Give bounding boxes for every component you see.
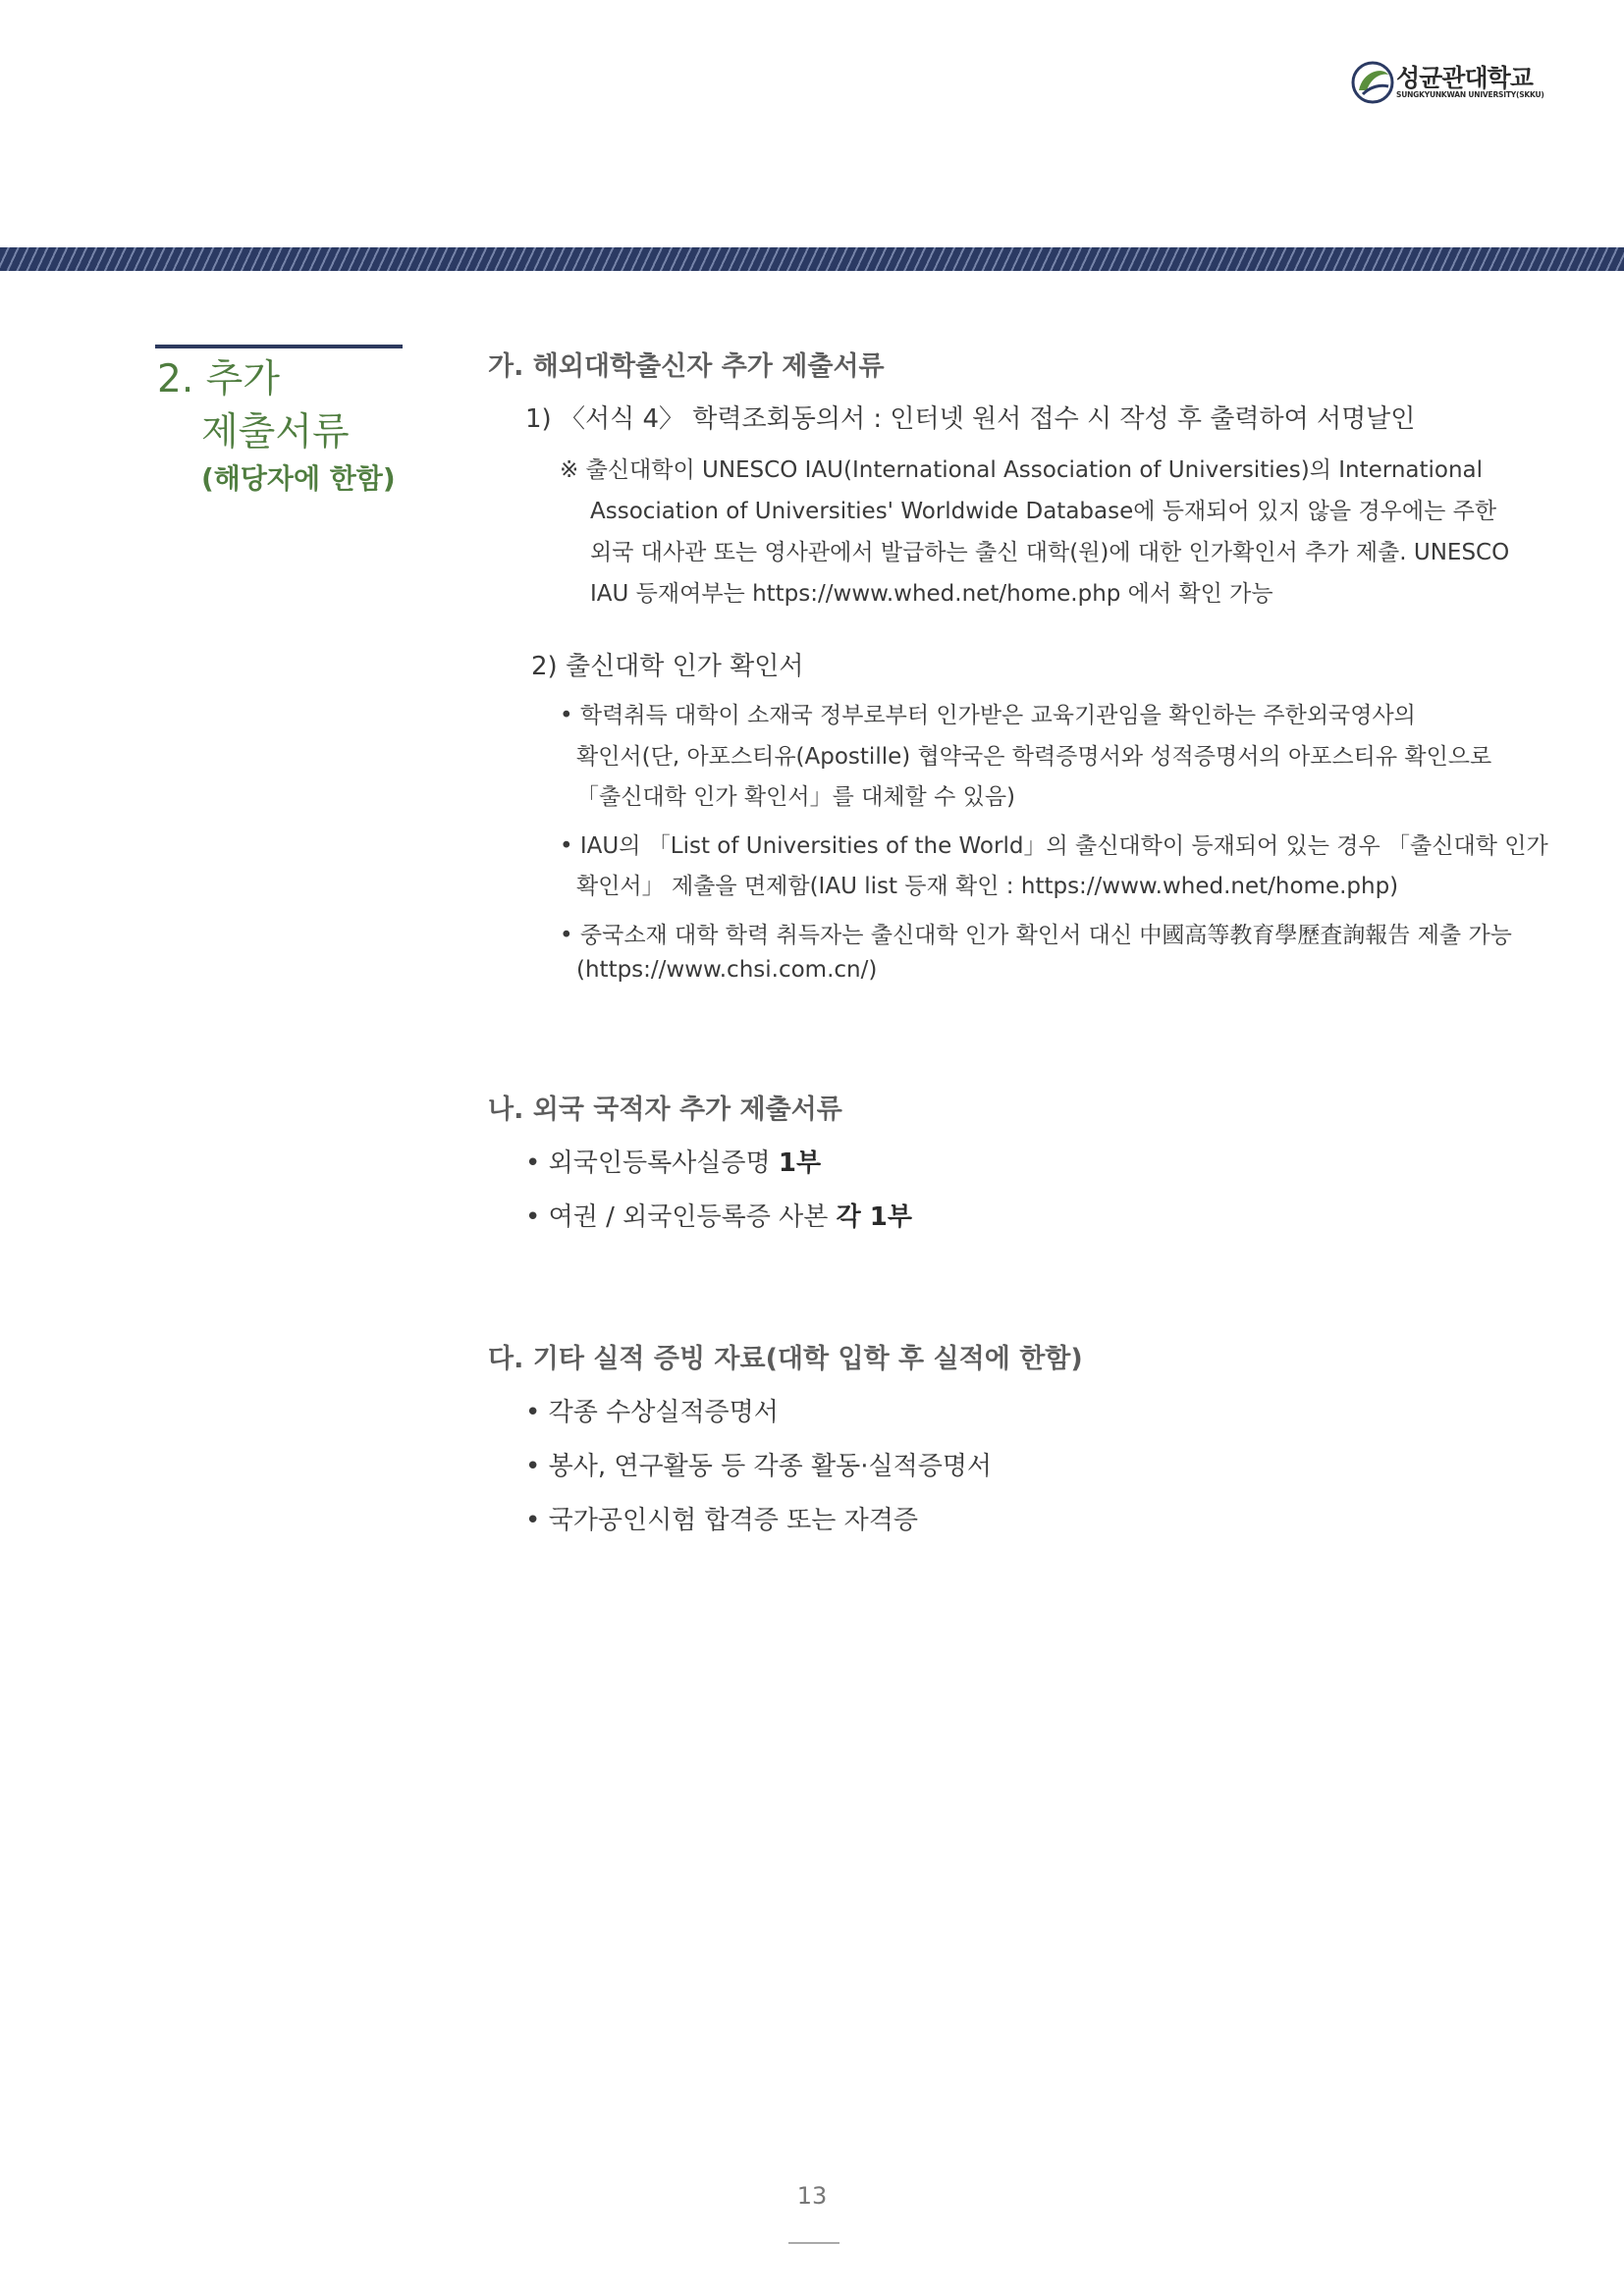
list-item: 「출신대학 인가 확인서」를 대체할 수 있음) (576, 784, 1016, 810)
section-ga-item1: 1) 〈서식 4〉 학력조회동의서 : 인터넷 원서 접수 시 작성 후 출력하여 서명날인 (525, 404, 1416, 434)
list-item-text: • 외국인등록사실증명 (525, 1148, 779, 1178)
section-ga-heading: 가. 해외대학출신자 추가 제출서류 (488, 351, 885, 382)
university-logo (1351, 59, 1557, 108)
list-item: • 봉사, 연구활동 등 각종 활동·실적증명서 (525, 1452, 993, 1481)
list-item: 확인서」 제출을 면제함(IAU list 등재 확인 : https://www.whed.net/home.php) (576, 874, 1399, 899)
section-ga-item2: 2) 출신대학 인가 확인서 (531, 652, 804, 681)
side-heading-rule (155, 345, 403, 348)
header-band (0, 247, 1624, 271)
side-heading-title (157, 353, 350, 459)
university-emblem-icon (1351, 61, 1394, 104)
logo-english-name: SUNGKYUNKWAN UNIVERSITY(SKKU) (1396, 90, 1544, 99)
list-item-text: • 여권 / 외국인등록증 사본 (525, 1202, 837, 1232)
side-title-line1: 2. 추가 (157, 357, 280, 401)
list-item: • 각종 수상실적증명서 (525, 1398, 779, 1427)
section-na-heading: 나. 외국 국적자 추가 제출서류 (488, 1095, 842, 1125)
page-number-rule (788, 2242, 839, 2244)
list-item: • 중국소재 대학 학력 취득자는 출신대학 인가 확인서 대신 中國高等教育學歷査詢報告 제출 가능 (560, 923, 1512, 948)
note-line: ※ 출신대학이 UNESCO IAU(International Association of Universities)의 International (560, 457, 1484, 483)
list-item-quantity: 1부 (778, 1148, 822, 1178)
note-line: Association of Universities' Worldwide Database에 등재되어 있지 않을 경우에는 주한 (590, 499, 1497, 524)
list-item (525, 1143, 821, 1179)
list-item: • 학력취득 대학이 소재국 정부로부터 인가받은 교육기관임을 확인하는 주한외국영사의 (560, 703, 1416, 728)
logo-name: 성균관대학교 (1396, 64, 1533, 92)
side-heading-subtitle: (해당자에 한함) (201, 462, 396, 495)
note-line: IAU 등재여부는 https://www.whed.net/home.php 에서 확인 가능 (590, 581, 1273, 607)
note-line: 외국 대사관 또는 영사관에서 발급하는 출신 대학(원)에 대한 인가확인서 추가 제출. UNESCO (590, 540, 1510, 565)
page-number: 13 (796, 2182, 828, 2210)
list-item-quantity: 각 1부 (836, 1202, 912, 1232)
list-item: 확인서(단, 아포스티유(Apostille) 협약국은 학력증명서와 성적증명서의 아포스티유 확인으로 (576, 744, 1492, 770)
list-item (525, 1197, 912, 1233)
list-item: • 국가공인시험 합격증 또는 자격증 (525, 1506, 919, 1535)
side-title-line2: 제출서류 (201, 410, 350, 454)
section-da-heading: 다. 기타 실적 증빙 자료(대학 입학 후 실적에 한함) (488, 1344, 1083, 1374)
list-item: • IAU의 「List of Universities of the World」의 출신대학이 등재되어 있는 경우 「출신대학 인가 (560, 833, 1548, 859)
list-item: (https://www.chsi.com.cn/) (576, 957, 878, 983)
